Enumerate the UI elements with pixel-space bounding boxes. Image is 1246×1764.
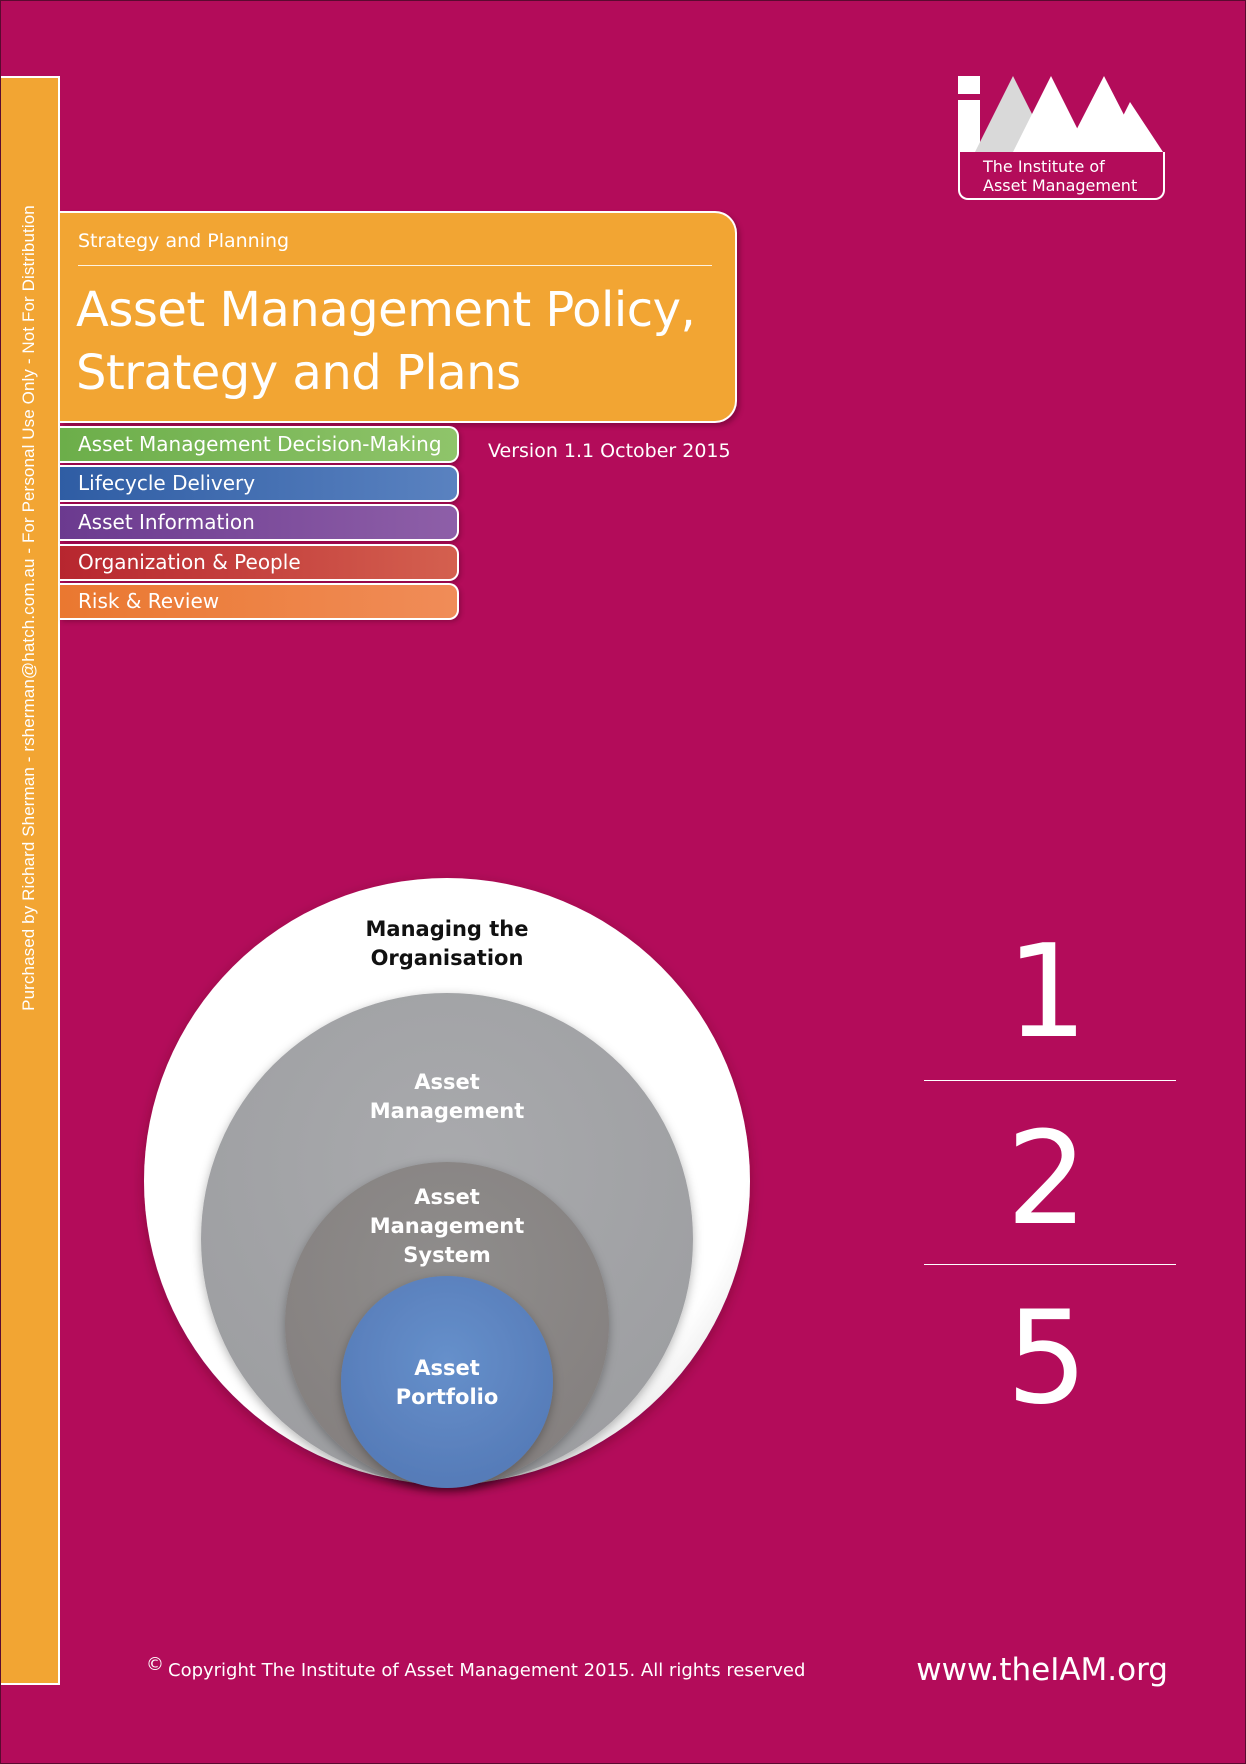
copyright-notice: [146, 1654, 806, 1681]
copyright-text: Copyright The Institute of Asset Management 2015. All rights reserved: [168, 1660, 806, 1681]
logo-text: [983, 157, 1137, 195]
version-label: Version 1.1 October 2015: [488, 440, 731, 462]
series-label: Strategy and Planning: [78, 230, 290, 252]
label-managing-organisation: Managing the Organisation: [365, 917, 529, 970]
topic-tab-lifecycle-delivery: Lifecycle Delivery: [60, 465, 459, 502]
title-line-1: Asset Management Policy,: [76, 282, 696, 338]
logo-line-1: The Institute of: [983, 157, 1105, 176]
title-box: [60, 211, 737, 423]
topic-tab-asset-information: Asset Information: [60, 504, 459, 541]
side-strip: [0, 76, 60, 1685]
label-asset-portfolio: Asset Portfolio: [395, 1356, 499, 1409]
document-number-2: 2: [1006, 1105, 1088, 1254]
topic-tab-risk-review: Risk & Review: [60, 583, 459, 620]
document-title: [76, 279, 695, 405]
iam-logo-mark: [955, 76, 1169, 156]
topic-tab-organization-people: Organization & People: [60, 544, 459, 581]
topic-tab-decision-making: Asset Management Decision-Making: [60, 426, 459, 463]
title-line-2: Strategy and Plans: [76, 345, 521, 401]
copyright-symbol: ©: [146, 1654, 164, 1675]
document-number-3: 5: [1006, 1284, 1088, 1433]
website-link[interactable]: www.theIAM.org: [916, 1652, 1168, 1688]
logo-line-2: Asset Management: [983, 176, 1138, 195]
number-divider-1: [924, 1080, 1176, 1081]
nested-circles-diagram: [130, 870, 780, 1510]
number-divider-2: [924, 1264, 1176, 1265]
title-divider: [78, 265, 712, 266]
label-asset-management: Asset Management: [369, 1070, 525, 1123]
label-asset-management-system: Asset Management System: [369, 1185, 525, 1267]
document-number-1: 1: [1006, 918, 1088, 1067]
iam-logo: [955, 76, 1169, 206]
purchase-notice: Purchased by Richard Sherman - rsherman@hatch.com.au - For Personal Use Only - Not For Distribution: [19, 205, 38, 1011]
